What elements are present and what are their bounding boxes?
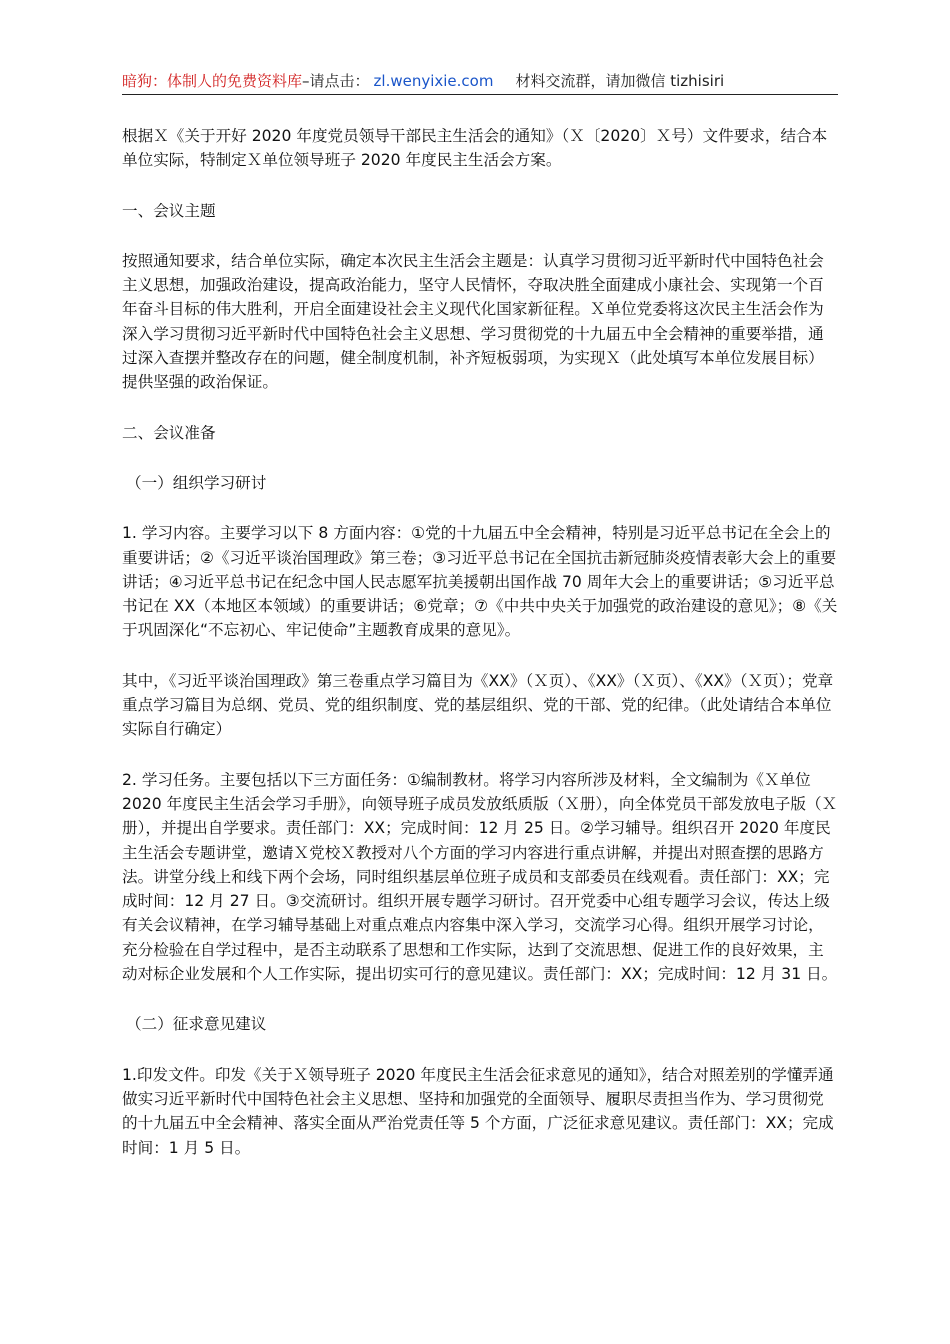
header-brand: 暗狗：体制人的免费资料库 bbox=[122, 72, 303, 90]
page-header bbox=[122, 70, 838, 95]
header-url-link[interactable]: zl.wenyixie.com bbox=[373, 72, 494, 90]
section-1-heading: 一、会议主题 bbox=[122, 201, 216, 220]
document-body bbox=[122, 124, 838, 1160]
section-2-heading: 二、会议准备 bbox=[122, 423, 216, 442]
subsection-1-heading: （一）组织学习研讨 bbox=[126, 473, 267, 492]
item-1-note-paragraph: 其中，《习近平谈治国理政》第三卷重点学习篇目为《XX》（Ｘ页）、《XX》（Ｘ页）、《XX》（Ｘ页）；党章重点学习篇目为总纲、党员、党的组织制度、党的基层组织、党的干部、党的纪律。（此处请结合本单位实际自行确定） bbox=[122, 671, 834, 739]
section-1-paragraph: 按照通知要求，结合单位实际，确定本次民主生活会主题是：认真学习贯彻习近平新时代中国特色社会主义思想，加强政治建设，提高政治能力，坚守人民情怀，夺取决胜全面建成小康社会、实现第一个百年奋斗目标的伟大胜利，开启全面建设社会主义现代化国家新征程。Ｘ单位党委将这次民主生活会作为深入学习贯彻习近平新时代中国特色社会主义思想、学习贯彻党的十九届五中全会精神的重要举措，通过深入查摆并整改存在的问题，健全制度机制，补齐短板弱项，为实现Ｘ（此处填写本单位发展目标）提供坚强的政治保证。 bbox=[122, 251, 824, 392]
subsection-2-heading: （二）征求意见建议 bbox=[126, 1015, 267, 1034]
item-1-paragraph: 1. 学习内容。主要学习以下 8 方面内容：①党的十九届五中全会精神，特别是习近平总书记在全会上的重要讲话；②《习近平谈治国理政》第三卷；③习近平总书记在全国抗击新冠肺炎疫情表彰大会上的重要讲话；④习近平总书记在纪念中国人民志愿军抗美援朝出国作战 70 周年大会上的重要讲话；⑤习近平总书记在 XX（本地区本领域）的重要讲话；⑥党章；⑦《中共中央关于加强党的政治建设的意见》；⑧《关于巩固深化“不忘初心、牢记使命”主题教育成果的意见》。 bbox=[122, 524, 838, 640]
header-click-prefix: –请点击： bbox=[302, 72, 370, 90]
item-2-paragraph: 2. 学习任务。主要包括以下三方面任务：①编制教材。将学习内容所涉及材料，全文编制为《Ｘ单位 2020 年度民主生活会学习手册》，向领导班子成员发放纸质版（Ｘ册），向全体党员干部发放电子版（Ｘ册），并提出自学要求。责任部门：XX；完成时间：12 月 25 日。②学习辅导。组织召开 2020 年度民主生活会专题讲堂，邀请Ｘ党校Ｘ教授对八个方面的学习内容进行重点讲解，并提出对照查摆的思路方法。讲堂分线上和线下两个会场，同时组织基层单位班子成员和支部委员在线观看。责任部门：XX；完成时间：12 月 27 日。③交流研讨。组织开展专题学习研讨。召开党委中心组专题学习会议，传达上级有关会议精神，在学习辅导基础上对重点难点内容集中深入学习，交流学习心得。组织开展学习讨论，充分检验在自学过程中，是否主动联系了思想和工作实际，达到了交流思想、促进工作的良好效果，主动对标企业发展和个人工作实际，提出切实可行的意见建议。责任部门：XX；完成时间：12 月 31 日。 bbox=[122, 770, 838, 984]
item-3-paragraph: 1.印发文件。印发《关于Ｘ领导班子 2020 年度民主生活会征求意见的通知》，结合对照差别的学懂弄通做实习近平新时代中国特色社会主义思想、坚持和加强党的全面领导、履职尽责担当作为、学习贯彻党的十九届五中全会精神、落实全面从严治党责任等 5 个方面，广泛征求意见建议。责任部门：XX；完成时间：1 月 5 日。 bbox=[122, 1065, 834, 1157]
header-contact: 材料交流群，请加微信 tizhisiri bbox=[515, 72, 725, 90]
intro-paragraph: 根据Ｘ《关于开好 2020 年度党员领导干部民主生活会的通知》（Ｘ〔2020〕Ｘ号）文件要求，结合本单位实际，特制定Ｘ单位领导班子 2020 年度民主生活会方案。 bbox=[122, 127, 828, 170]
